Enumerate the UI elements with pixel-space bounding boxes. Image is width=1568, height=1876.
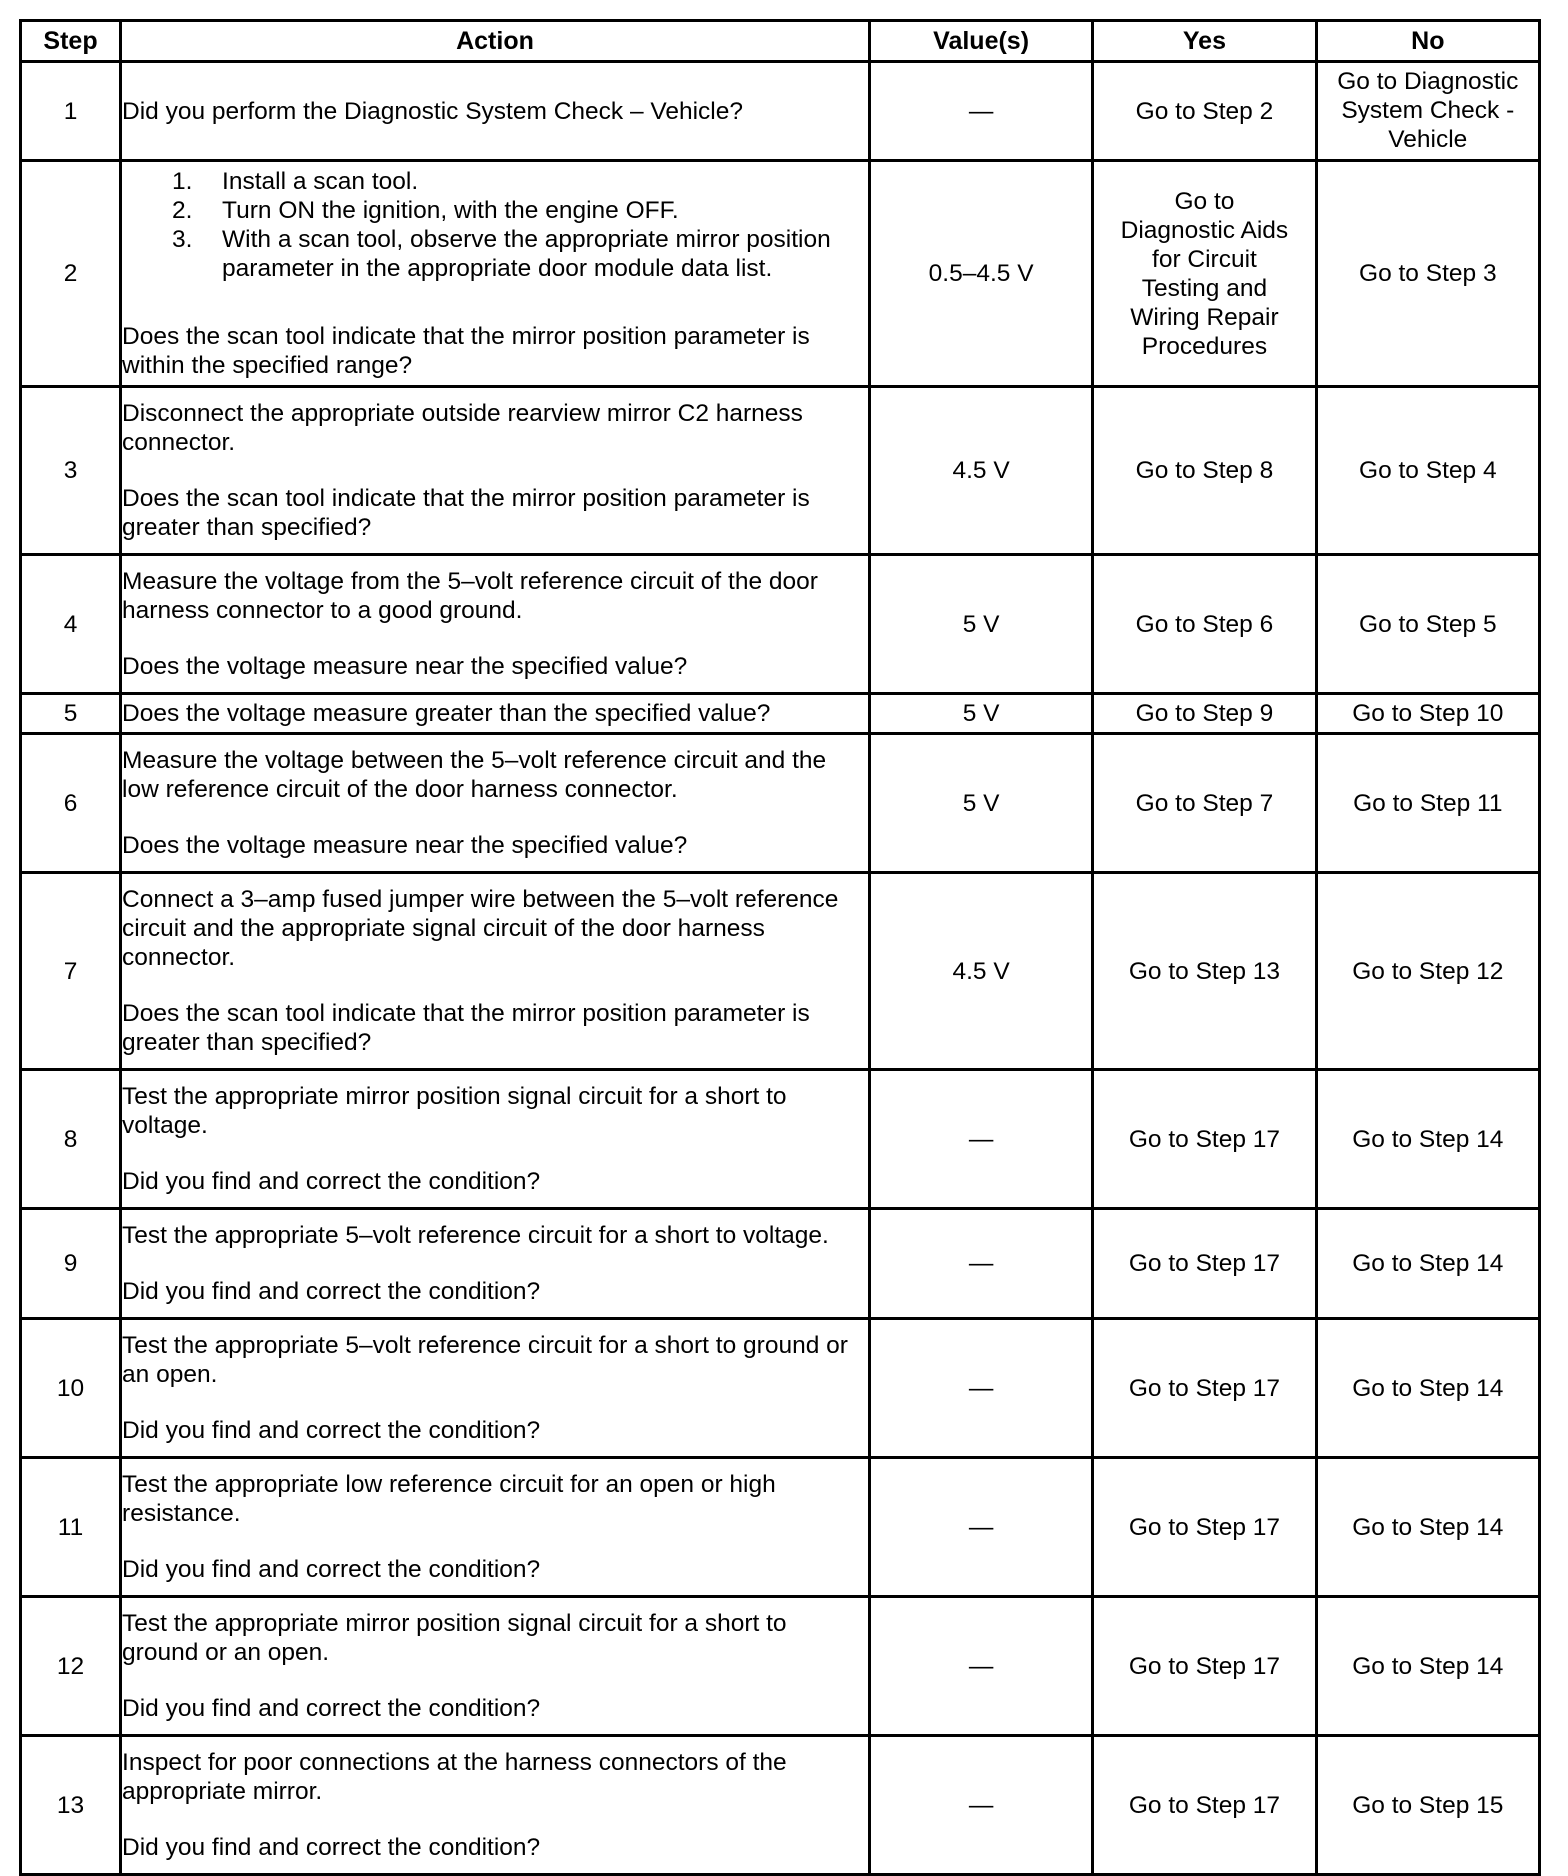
yes-cell: Go to Step 17 [1093, 1736, 1316, 1875]
no-cell: Go to Step 4 [1316, 387, 1539, 555]
action-question: Does the scan tool indicate that the mirror position parameter is greater than specified? [122, 1000, 810, 1056]
step-number: 6 [21, 734, 121, 873]
no-cell: Go to Step 12 [1316, 873, 1539, 1070]
action-cell [121, 873, 870, 1070]
yes-cell: Go to Step 9 [1093, 694, 1316, 734]
no-cell: Go to Step 5 [1316, 555, 1539, 694]
diagnostic-table [19, 19, 1541, 1876]
value-cell: — [869, 62, 1092, 161]
no-cell: Go to Step 11 [1316, 734, 1539, 873]
action-cell [121, 1736, 870, 1875]
no-cell: Go to Step 3 [1316, 161, 1539, 387]
step-number: 4 [21, 555, 121, 694]
no-cell: Go to Step 10 [1316, 694, 1539, 734]
yes-cell: Go to Step 2 [1093, 62, 1316, 161]
action-question: Does the voltage measure near the specified value? [122, 832, 688, 859]
value-cell: — [869, 1319, 1092, 1458]
table-row [21, 734, 1540, 873]
action-instruction: Test the appropriate low reference circuit for an open or high resistance. [122, 1471, 776, 1527]
step-number: 8 [21, 1070, 121, 1209]
step-number: 9 [21, 1209, 121, 1319]
table-row [21, 387, 1540, 555]
action-question: Did you find and correct the condition? [122, 1278, 541, 1305]
table-row [21, 161, 1540, 387]
yes-cell: Go to Step 17 [1093, 1458, 1316, 1597]
yes-cell: Go to Step 17 [1093, 1319, 1316, 1458]
step-number: 3 [21, 387, 121, 555]
action-cell [121, 1070, 870, 1209]
yes-cell: Go to Step 7 [1093, 734, 1316, 873]
value-cell: 5 V [869, 734, 1092, 873]
step-number: 10 [21, 1319, 121, 1458]
step-number: 12 [21, 1597, 121, 1736]
value-cell: 0.5–4.5 V [869, 161, 1092, 387]
no-cell: Go to Step 14 [1316, 1319, 1539, 1458]
table-row [21, 873, 1540, 1070]
action-cell [121, 387, 870, 555]
table-row [21, 1458, 1540, 1597]
no-cell: Go to Step 14 [1316, 1458, 1539, 1597]
substep-item [172, 167, 868, 196]
value-cell: — [869, 1736, 1092, 1875]
table-row [21, 555, 1540, 694]
value-cell: — [869, 1458, 1092, 1597]
action-question: Does the scan tool indicate that the mirror position parameter is within the specified range? [122, 323, 810, 379]
action-instruction: Test the appropriate 5–volt reference circuit for a short to ground or an open. [122, 1332, 848, 1388]
action-question: Did you find and correct the condition? [122, 1695, 541, 1722]
action-instruction: Disconnect the appropriate outside rearview mirror C2 harness connector. [122, 400, 803, 456]
yes-cell: Go to Step 6 [1093, 555, 1316, 694]
header-no: No [1316, 21, 1539, 62]
action-question: Did you find and correct the condition? [122, 1834, 541, 1861]
no-cell: Go to Step 14 [1316, 1209, 1539, 1319]
table-row [21, 1597, 1540, 1736]
substep-item [172, 196, 868, 225]
action-instruction: Test the appropriate mirror position signal circuit for a short to ground or an open. [122, 1610, 787, 1666]
yes-cell: Go to Step 8 [1093, 387, 1316, 555]
value-cell: 5 V [869, 555, 1092, 694]
action-instruction: Test the appropriate mirror position signal circuit for a short to voltage. [122, 1083, 787, 1139]
value-cell: — [869, 1209, 1092, 1319]
action-question: Does the voltage measure greater than the specified value? [122, 700, 771, 727]
step-number: 2 [21, 161, 121, 387]
action-question: Did you find and correct the condition? [122, 1168, 541, 1195]
action-question: Did you find and correct the condition? [122, 1417, 541, 1444]
step-number: 5 [21, 694, 121, 734]
action-question: Did you find and correct the condition? [122, 1556, 541, 1583]
action-cell [121, 1319, 870, 1458]
value-cell: — [869, 1070, 1092, 1209]
value-cell: 4.5 V [869, 873, 1092, 1070]
substep-number: 1. [172, 168, 193, 195]
action-cell [121, 1597, 870, 1736]
value-cell: 4.5 V [869, 387, 1092, 555]
action-question: Does the voltage measure near the specified value? [122, 653, 688, 680]
substep-item [172, 225, 868, 283]
step-number: 11 [21, 1458, 121, 1597]
action-cell [121, 734, 870, 873]
action-cell [121, 62, 870, 161]
yes-cell: Go to Step 17 [1093, 1070, 1316, 1209]
table-row [21, 1319, 1540, 1458]
value-cell: — [869, 1597, 1092, 1736]
action-question: Does the scan tool indicate that the mirror position parameter is greater than specified? [122, 485, 810, 541]
step-number: 1 [21, 62, 121, 161]
yes-cell: Go to Step 17 [1093, 1209, 1316, 1319]
no-cell: Go to Step 15 [1316, 1736, 1539, 1875]
substep-list [122, 167, 868, 283]
action-cell [121, 694, 870, 734]
header-action: Action [121, 21, 870, 62]
table-row [21, 694, 1540, 734]
table-row [21, 1209, 1540, 1319]
substep-text: With a scan tool, observe the appropriate mirror position parameter in the appropriate door module data list. [222, 226, 831, 282]
yes-cell: Go to Step 17 [1093, 1597, 1316, 1736]
header-yes: Yes [1093, 21, 1316, 62]
no-text: Go to Diagnostic System Check - Vehicle [1337, 68, 1519, 153]
substep-text: Turn ON the ignition, with the engine OFF. [222, 197, 679, 224]
header-values: Value(s) [869, 21, 1092, 62]
substep-number: 3. [172, 226, 193, 253]
yes-cell: Go to Step 13 [1093, 873, 1316, 1070]
table-row [21, 62, 1540, 161]
action-cell [121, 1209, 870, 1319]
step-number: 7 [21, 873, 121, 1070]
substep-text: Install a scan tool. [222, 168, 419, 195]
no-cell: Go to Step 14 [1316, 1070, 1539, 1209]
value-cell: 5 V [869, 694, 1092, 734]
table-row [21, 1736, 1540, 1875]
yes-cell [1093, 161, 1316, 387]
header-step: Step [21, 21, 121, 62]
yes-text: Go to Diagnostic Aids for Circuit Testing and Wiring Repair Procedures [1120, 187, 1289, 360]
action-question: Did you perform the Diagnostic System Check – Vehicle? [122, 97, 744, 125]
header-row [21, 21, 1540, 62]
action-instruction: Connect a 3–amp fused jumper wire between the 5–volt reference circuit and the appropriate signal circuit of the door harness connector. [122, 886, 839, 971]
step-number: 13 [21, 1736, 121, 1875]
action-instruction: Measure the voltage between the 5–volt reference circuit and the low reference circuit of the door harness connector. [122, 747, 827, 803]
action-cell [121, 1458, 870, 1597]
action-cell [121, 555, 870, 694]
substep-number: 2. [172, 197, 193, 224]
action-instruction: Test the appropriate 5–volt reference circuit for a short to voltage. [122, 1222, 829, 1249]
action-instruction: Inspect for poor connections at the harness connectors of the appropriate mirror. [122, 1749, 787, 1805]
no-cell [1316, 62, 1539, 161]
table-row [21, 1070, 1540, 1209]
action-cell [121, 161, 870, 387]
action-instruction: Measure the voltage from the 5–volt reference circuit of the door harness connector to a good ground. [122, 568, 818, 624]
no-cell: Go to Step 14 [1316, 1597, 1539, 1736]
